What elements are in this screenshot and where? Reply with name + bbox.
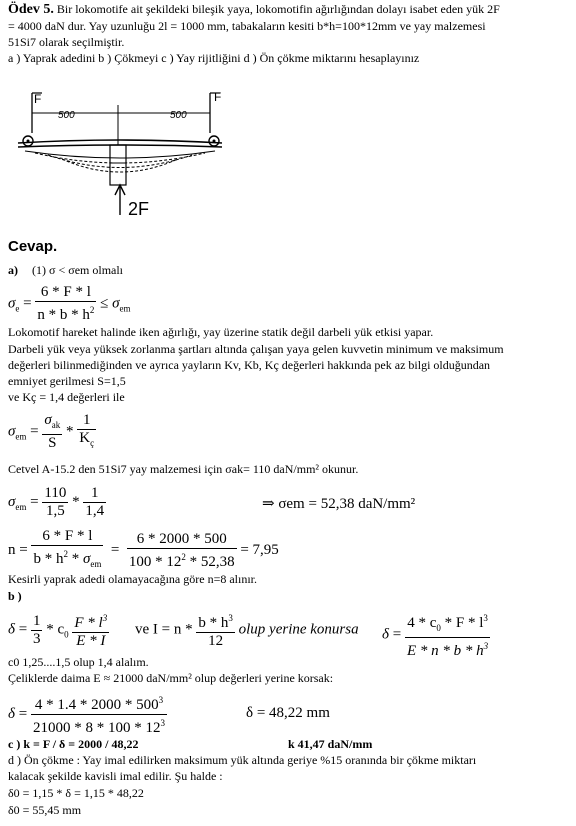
right-force-label: F xyxy=(214,90,222,104)
para-2: Darbeli yük veya yüksek zorlanma şartları altında çalışan yaya gelen kuvvetin minimum ve maksimum xyxy=(8,342,504,356)
sigma-result: ⇒ σem = 52,38 daN/mm² xyxy=(262,496,416,512)
left-force-label: F xyxy=(34,92,42,106)
answer-heading: Cevap. xyxy=(8,238,58,255)
part-c-line: c ) k = F / δ = 2000 / 48,22 xyxy=(8,737,139,751)
part-d-line-4: δ0 = 55,45 mm xyxy=(8,803,82,817)
problem-line-2: = 4000 daN dur. Yay uzunluğu 2l = 1000 mm, tabakaların kesiti b*h=100*12mm ve yay malzemesi xyxy=(8,19,486,33)
problem-line-4: a ) Yaprak adedini b ) Çökmeyi c ) Yay rijitliğini d ) Ön çökme miktarını hesaplayınız xyxy=(8,51,420,65)
c0-line: c0 1,25....1,5 olup 1,4 alalım. xyxy=(8,655,149,669)
cetvel-line: Cetvel A-15.2 den 51Si7 yay malzemesi için σak= 110 daN/mm² okunur. xyxy=(8,462,359,476)
equation-sigma-numeric: $\sigma_{em}$ = $\frac{110}{1,5}$ * $\frac{1}{1,4}$ xyxy=(8,485,105,519)
problem-title: Ödev 5. xyxy=(8,2,54,17)
para-4: emniyet gerilmesi S=1,5 xyxy=(8,374,126,388)
kesirli-line: Kesirli yaprak adedi olamayacağına göre n=8 alınır. xyxy=(8,572,258,586)
dim-left-label: 500 xyxy=(58,110,75,121)
para-1: Lokomotif hareket halinde iken ağırlığı, yay üzerine statik değil darbeli yük etkisi yapar. xyxy=(8,325,434,339)
olup-text: olup yerine konursa xyxy=(238,621,359,638)
celik-line: Çeliklerde daima E ≈ 21000 daN/mm² olup değerleri yerine korsak: xyxy=(8,671,334,685)
problem-line-1 xyxy=(8,3,500,16)
part-d-line-2: kalacak şekilde kavisli imal edilir. Şu halde : xyxy=(8,769,223,783)
para-5: ve Kç = 1,4 değerleri ile xyxy=(8,390,125,404)
n-result: = 7,95 xyxy=(240,541,279,558)
para-3: değerleri bilinmediğinden ve ayrıca yayların Kv, Kb, Kç değerleri hakkında pek az bilgi olduğundan xyxy=(8,358,491,372)
equation-delta-full: δ = $\frac{4 * c_0 * F * l^3}{E * n * b * h^3}$ xyxy=(382,610,490,660)
equation-n: n = $\frac{6 * F * l}{b * h^2 * \sigma_{em}}$ = $\frac{6 * 2000 * 500}{100 * 12^2 * 52,38}$ = 7,95 xyxy=(8,528,279,570)
part-b-label: b ) xyxy=(8,589,22,603)
delta-result: δ = 48,22 mm xyxy=(246,705,330,721)
problem-line-3: 51Si7 olarak seçilmiştir. xyxy=(8,35,125,49)
equation-delta-numeric: δ = $\frac{4 * 1.4 * 2000 * 500^3}{21000 * 8 * 100 * 12^3}$ xyxy=(8,692,167,737)
equation-delta: δ = $\frac{1}{3}$ * $c_0$ $\frac{F * l^3}{E * I}$ xyxy=(8,610,109,650)
load-label: 2F xyxy=(128,199,150,219)
part-a-label: a) xyxy=(8,263,18,277)
problem-text-1: Bir lokomotife ait şekildeki bileşik yaya, lokomotifin ağırlığından dolayı isabet eden yük 2F xyxy=(56,2,500,16)
ve-l-text: ve I = n * xyxy=(135,621,193,638)
dim-right-label: 500 xyxy=(170,110,187,121)
equation-inertia: ve I = n * $\frac{b * h^3}{12}$ olup yerine konursa xyxy=(135,610,359,650)
center-clamp xyxy=(110,145,126,185)
part-a-condition: (1) σ < σem olmalı xyxy=(32,263,124,277)
part-d-line-1: d ) Ön çökme : Yay imal edilirken maksimum yük altında geriye %15 oranında bir çökme miktarı xyxy=(8,753,477,767)
equation-sigma-em: $\sigma_{em}$ = $\frac{\sigma_{ak}}{S}$ * $\frac{1}{K_ç}$ xyxy=(8,412,95,451)
leaf-spring-figure xyxy=(10,85,240,220)
part-c-result: k 41,47 daN/mm xyxy=(288,737,373,751)
equation-sigma-bending: $\sigma_e$ = $\frac{6 * F * l}{n * b * h^2}$ ≤ $\sigma_{em}$ xyxy=(8,284,131,323)
part-d-line-3: δ0 = 1,15 * δ = 1,15 * 48,22 xyxy=(8,786,144,800)
